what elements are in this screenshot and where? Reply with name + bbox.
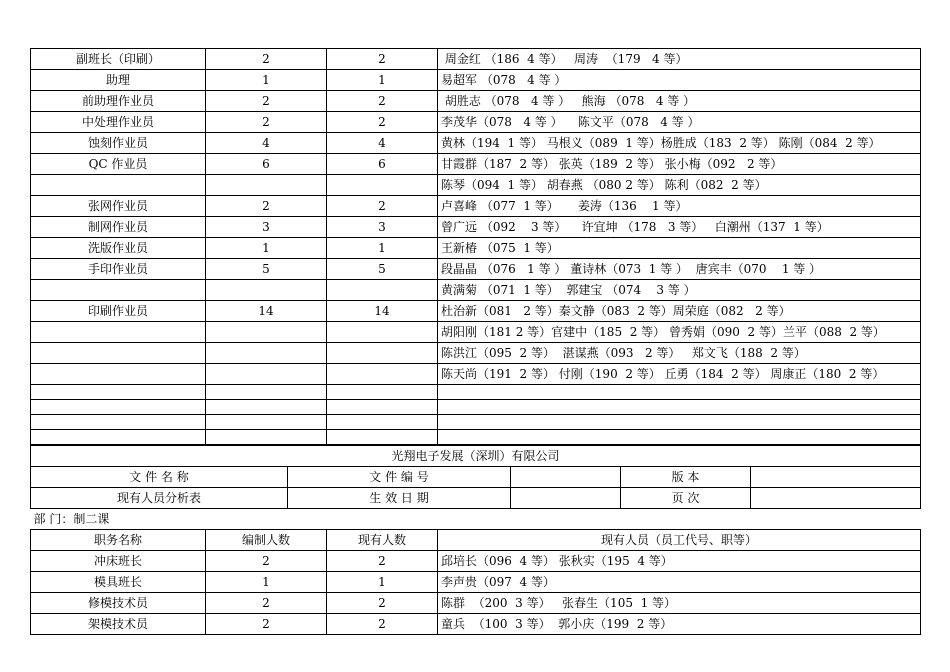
blank-cell bbox=[206, 385, 327, 400]
page-value bbox=[751, 488, 921, 509]
blank-cell bbox=[327, 430, 438, 445]
job-title-cell: 修模技术员 bbox=[31, 593, 206, 614]
blank-row bbox=[31, 385, 921, 400]
staff-list-cell: 曾广远 （092 3 等） 许宜坤 （178 3 等） 白潮州（137 1 等） bbox=[438, 217, 921, 238]
blank-cell bbox=[31, 385, 206, 400]
planned-count-cell: 2 bbox=[206, 49, 327, 70]
effective-date-value bbox=[511, 488, 621, 509]
current-count-cell bbox=[327, 322, 438, 343]
job-title-cell: QC 作业员 bbox=[31, 154, 206, 175]
job-title-cell: 助理 bbox=[31, 70, 206, 91]
staff-list-cell: 段晶晶 （076 1 等 ） 董诗林（073 1 等 ） 唐宾丰（070 1 等 ） bbox=[438, 259, 921, 280]
current-count-cell: 2 bbox=[327, 551, 438, 572]
planned-count-cell: 2 bbox=[206, 112, 327, 133]
column-header-row bbox=[31, 530, 921, 551]
staff-list-cell: 邱培长（096 4 等） 张秋实（195 4 等） bbox=[438, 551, 921, 572]
current-count-cell: 5 bbox=[327, 259, 438, 280]
table-row bbox=[31, 217, 921, 238]
table-row bbox=[31, 322, 921, 343]
current-count-cell: 2 bbox=[327, 49, 438, 70]
planned-count-cell: 2 bbox=[206, 614, 327, 635]
job-title-cell: 中处理作业员 bbox=[31, 112, 206, 133]
staff-list-cell: 陈天尚（191 2 等） 付刚（190 2 等） 丘勇（184 2 等） 周康正（180 2 等） bbox=[438, 364, 921, 385]
planned-count-cell: 14 bbox=[206, 301, 327, 322]
job-title-cell: 制网作业员 bbox=[31, 217, 206, 238]
department-label: 部 门：制二课 bbox=[31, 509, 921, 530]
job-title-cell bbox=[31, 322, 206, 343]
current-count-cell: 1 bbox=[327, 572, 438, 593]
table-row bbox=[31, 154, 921, 175]
current-count-cell: 2 bbox=[327, 91, 438, 112]
planned-count-cell: 1 bbox=[206, 238, 327, 259]
blank-cell bbox=[438, 385, 921, 400]
blank-cell bbox=[327, 385, 438, 400]
planned-count-cell: 1 bbox=[206, 572, 327, 593]
planned-count-cell bbox=[206, 343, 327, 364]
doc-no-label: 文 件 编 号 bbox=[288, 467, 511, 488]
doc-name-label: 文 件 名 称 bbox=[31, 467, 288, 488]
current-count-cell: 2 bbox=[327, 614, 438, 635]
current-count-cell bbox=[327, 280, 438, 301]
planned-count-cell: 2 bbox=[206, 91, 327, 112]
blank-cell bbox=[438, 430, 921, 445]
staff-list-cell: 杜治新（081 2 等）秦文静（083 2 等）周荣庭（082 2 等） bbox=[438, 301, 921, 322]
planned-count-cell: 5 bbox=[206, 259, 327, 280]
version-value bbox=[751, 467, 921, 488]
job-title-cell: 印刷作业员 bbox=[31, 301, 206, 322]
blank-cell bbox=[31, 415, 206, 430]
blank-cell bbox=[206, 415, 327, 430]
table-row bbox=[31, 280, 921, 301]
job-title-cell bbox=[31, 364, 206, 385]
planned-count-cell bbox=[206, 280, 327, 301]
table-row bbox=[31, 572, 921, 593]
doc-header-row-2 bbox=[31, 488, 921, 509]
page-label: 页 次 bbox=[621, 488, 751, 509]
table-row bbox=[31, 614, 921, 635]
blank-cell bbox=[31, 430, 206, 445]
table-row bbox=[31, 133, 921, 154]
job-title-cell: 洗版作业员 bbox=[31, 238, 206, 259]
blank-cell bbox=[327, 415, 438, 430]
blank-cell bbox=[438, 415, 921, 430]
job-title-cell bbox=[31, 175, 206, 196]
staff-list-cell: 黄林（194 1 等） 马根义（089 1 等）杨胜成（183 2 等） 陈刚（084 2 等） bbox=[438, 133, 921, 154]
current-count-cell: 3 bbox=[327, 217, 438, 238]
table-row bbox=[31, 593, 921, 614]
table-row bbox=[31, 259, 921, 280]
staff-list-cell: 周金红 （186 4 等） 周涛 （179 4 等） bbox=[438, 49, 921, 70]
current-count-cell bbox=[327, 364, 438, 385]
effective-date-label: 生 效 日 期 bbox=[288, 488, 511, 509]
doc-title: 现有人员分析表 bbox=[31, 488, 288, 509]
planned-count-cell bbox=[206, 322, 327, 343]
job-title-cell: 张网作业员 bbox=[31, 196, 206, 217]
job-title-cell: 副班长（印刷） bbox=[31, 49, 206, 70]
blank-cell bbox=[206, 400, 327, 415]
blank-row bbox=[31, 430, 921, 445]
blank-cell bbox=[327, 400, 438, 415]
table-row bbox=[31, 343, 921, 364]
current-count-cell: 2 bbox=[327, 593, 438, 614]
col-header-current: 现有人数 bbox=[327, 530, 438, 551]
current-count-cell: 1 bbox=[327, 70, 438, 91]
table-row bbox=[31, 551, 921, 572]
job-title-cell bbox=[31, 280, 206, 301]
col-header-title: 职务名称 bbox=[31, 530, 206, 551]
job-title-cell: 前助理作业员 bbox=[31, 91, 206, 112]
current-count-cell: 2 bbox=[327, 112, 438, 133]
company-name: 光翔电子发展（深圳）有限公司 bbox=[31, 446, 921, 467]
version-label: 版 本 bbox=[621, 467, 751, 488]
job-title-cell: 冲床班长 bbox=[31, 551, 206, 572]
staff-list-cell: 王新椿 （075 1 等） bbox=[438, 238, 921, 259]
staff-list-cell: 卢喜峰 （077 1 等） 姜涛（136 1 等） bbox=[438, 196, 921, 217]
staff-table-upper bbox=[30, 48, 921, 445]
staff-list-cell: 李茂华（078 4 等 ） 陈文平（078 4 等 ） bbox=[438, 112, 921, 133]
job-title-cell: 蚀刻作业员 bbox=[31, 133, 206, 154]
planned-count-cell bbox=[206, 364, 327, 385]
current-count-cell: 1 bbox=[327, 238, 438, 259]
staff-list-cell: 陈群 （200 3 等） 张春生（105 1 等） bbox=[438, 593, 921, 614]
current-count-cell bbox=[327, 175, 438, 196]
current-count-cell: 14 bbox=[327, 301, 438, 322]
blank-row bbox=[31, 400, 921, 415]
staff-list-cell: 陈琴（094 1 等） 胡春燕 （080 2 等） 陈利（082 2 等） bbox=[438, 175, 921, 196]
planned-count-cell: 3 bbox=[206, 217, 327, 238]
table-row bbox=[31, 301, 921, 322]
planned-count-cell: 2 bbox=[206, 593, 327, 614]
current-count-cell: 4 bbox=[327, 133, 438, 154]
planned-count-cell bbox=[206, 175, 327, 196]
planned-count-cell: 2 bbox=[206, 196, 327, 217]
staff-list-cell: 易超军 （078 4 等 ） bbox=[438, 70, 921, 91]
staff-list-cell: 胡阳刚（181 2 等）官建中（185 2 等） 曾秀娟（090 2 等）兰平（088 2 等） bbox=[438, 322, 921, 343]
current-count-cell: 2 bbox=[327, 196, 438, 217]
planned-count-cell: 1 bbox=[206, 70, 327, 91]
planned-count-cell: 6 bbox=[206, 154, 327, 175]
staff-list-cell: 黄满菊 （071 1 等） 郭建宝 （074 3 等 ） bbox=[438, 280, 921, 301]
planned-count-cell: 4 bbox=[206, 133, 327, 154]
staff-list-cell: 甘霞群（187 2 等） 张英（189 2 等） 张小梅（092 2 等） bbox=[438, 154, 921, 175]
staff-list-cell: 李声贵（097 4 等） bbox=[438, 572, 921, 593]
blank-row bbox=[31, 415, 921, 430]
table-row bbox=[31, 91, 921, 112]
blank-cell bbox=[206, 430, 327, 445]
table-row bbox=[31, 70, 921, 91]
department-row bbox=[31, 509, 921, 530]
job-title-cell: 模具班长 bbox=[31, 572, 206, 593]
table-row bbox=[31, 364, 921, 385]
doc-no-value bbox=[511, 467, 621, 488]
current-count-cell: 6 bbox=[327, 154, 438, 175]
blank-cell bbox=[438, 400, 921, 415]
col-header-planned: 编制人数 bbox=[206, 530, 327, 551]
job-title-cell bbox=[31, 343, 206, 364]
table-row bbox=[31, 49, 921, 70]
job-title-cell: 架模技术员 bbox=[31, 614, 206, 635]
staff-list-cell: 胡胜志 （078 4 等 ） 熊海 （078 4 等 ） bbox=[438, 91, 921, 112]
doc-header-row-1 bbox=[31, 467, 921, 488]
staff-table-lower bbox=[30, 445, 921, 635]
planned-count-cell: 2 bbox=[206, 551, 327, 572]
col-header-staff: 现有人员（员工代号、职等） bbox=[438, 530, 921, 551]
table-row bbox=[31, 238, 921, 259]
table-row bbox=[31, 175, 921, 196]
table-row bbox=[31, 196, 921, 217]
blank-cell bbox=[31, 400, 206, 415]
staff-list-cell: 童兵 （100 3 等） 郭小庆（199 2 等） bbox=[438, 614, 921, 635]
current-count-cell bbox=[327, 343, 438, 364]
job-title-cell: 手印作业员 bbox=[31, 259, 206, 280]
staff-list-cell: 陈洪江（095 2 等） 湛谋燕（093 2 等） 郑文飞（188 2 等） bbox=[438, 343, 921, 364]
table-row bbox=[31, 112, 921, 133]
company-row bbox=[31, 446, 921, 467]
